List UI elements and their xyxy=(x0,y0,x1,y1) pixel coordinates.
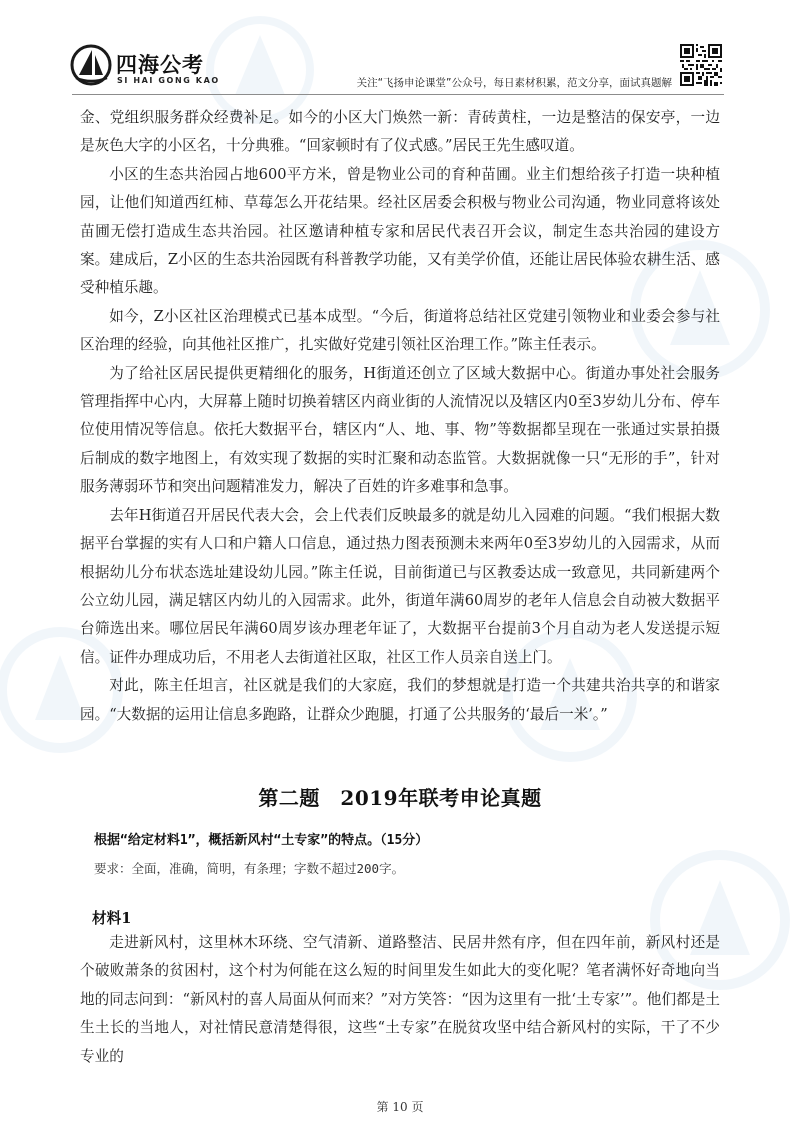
question-prompt: 根据“给定材料1”，概括新风村“土专家”的特点。（15分） xyxy=(94,833,429,848)
body-paragraph: 如今，Z小区社区治理模式已基本成型。“今后，街道将总结社区党建引领物业和业委会参与社区治理的经验，向其他社区推广，扎实做好党建引领社区治理工作。”陈主任表示。 xyxy=(80,307,720,354)
section-title: 第二题 2019年联考申论真题 xyxy=(258,786,542,810)
body-paragraph: 为了给社区居民提供更精细化的服务，H街道还创立了区域大数据中心。街道办事处社会服务管理指挥中心内，大屏幕上随时切换着辖区内商业街的人流情况以及辖区内0至3岁幼儿分布、停车位使用情况等信息。依托大数据平台，辖区内“人、地、事、物”等数据都呈现在一张通过实景拍摄后制成的数字地图上，有效实现了数据的实时汇聚和动态监管。大数据就像一只“无形的手”，针对服务薄弱环节和突出问题精准发力，解决了百姓的许多难事和急事。 xyxy=(80,364,720,496)
header-divider xyxy=(72,94,724,95)
body-paragraph: 金、党组织服务群众经费补足。如今的小区大门焕然一新：青砖黄柱，一边是整洁的保安亭，一边是灰色大字的小区名，十分典雅。“回家顿时有了仪式感。”居民王先生感叹道。 xyxy=(80,109,720,155)
sailboat-logo-icon xyxy=(70,44,114,86)
material-title: 材料1 xyxy=(92,910,132,927)
body-paragraph: 对此，陈主任坦言，社区就是我们的大家庭，我们的梦想就是打造一个共建共治共享的和谐家园。“大数据的运用让信息多跑路，让群众少跑腿，打通了公共服务的‘最后一米’。” xyxy=(80,677,720,723)
page-number: 第 10 页 xyxy=(376,1100,424,1114)
body-paragraph: 去年H街道召开居民代表大会，会上代表们反映最多的就是幼儿入园难的问题。“我们根据大数据平台掌握的实有人口和户籍人口信息，通过热力图表预测未来两年0至3岁幼儿的入园需求，从而根据幼儿分布状态选址建设幼儿园。”陈主任说，目前街道已与区教委达成一致意见，共同新建两个公立幼儿园，满足辖区内幼儿的入园需求。此外，街道年满60周岁的老年人信息会自动被大数据平台筛选出来。哪位居民年满60周岁该办理老年证了，大数据平台提前3个月自动为老人发送提示短信。证件办理成功后，不用老人去街道社区取，社区工作人员亲自送上门。 xyxy=(80,506,720,666)
article-body xyxy=(80,104,720,729)
brand-name: 四海公考 xyxy=(116,53,204,77)
material-paragraph: 走进新风村，这里林木环绕、空气清新、道路整洁、民居井然有序，但在四年前，新风村还是个破败萧条的贫困村，这个村为何能在这么短的时间里发生如此大的变化呢？笔者满怀好奇地向当地的同志问到：“新风村的喜人局面从何而来？”对方笑答：“因为这里有一批‘土专家’”。他们都是土生土长的当地人，对社情民意清楚得很，这些“土专家”在脱贫攻坚中结合新风村的实际，干了不少专业的 xyxy=(80,934,720,1065)
qr-code-icon xyxy=(680,44,722,86)
brand-logo xyxy=(70,44,220,88)
material-body xyxy=(80,929,720,1071)
brand-pinyin: SI HAI GONG KAO xyxy=(117,76,220,85)
page-header xyxy=(0,0,800,100)
body-paragraph: 小区的生态共治园占地600平方米，曾是物业公司的育种苗圃。业主们想给孩子打造一块种植园，让他们知道西红柿、草莓怎么开花结果。经社区居委会积极与物业公司沟通，物业同意将该处苗圃无偿打造成生态共治园。社区邀请种植专家和居民代表召开会议，制定生态共治园的建设方案。建成后，Z小区的生态共治园既有科普教学功能，又有美学价值，还能让居民体验农耕生活、感受种植乐趣。 xyxy=(80,165,720,297)
question-requirement: 要求：全面，准确，简明，有条理；字数不超过200字。 xyxy=(94,861,405,876)
header-note: 关注“飞扬申论课堂”公众号，每日素材积累，范文分享，面试真题解 xyxy=(356,77,672,89)
